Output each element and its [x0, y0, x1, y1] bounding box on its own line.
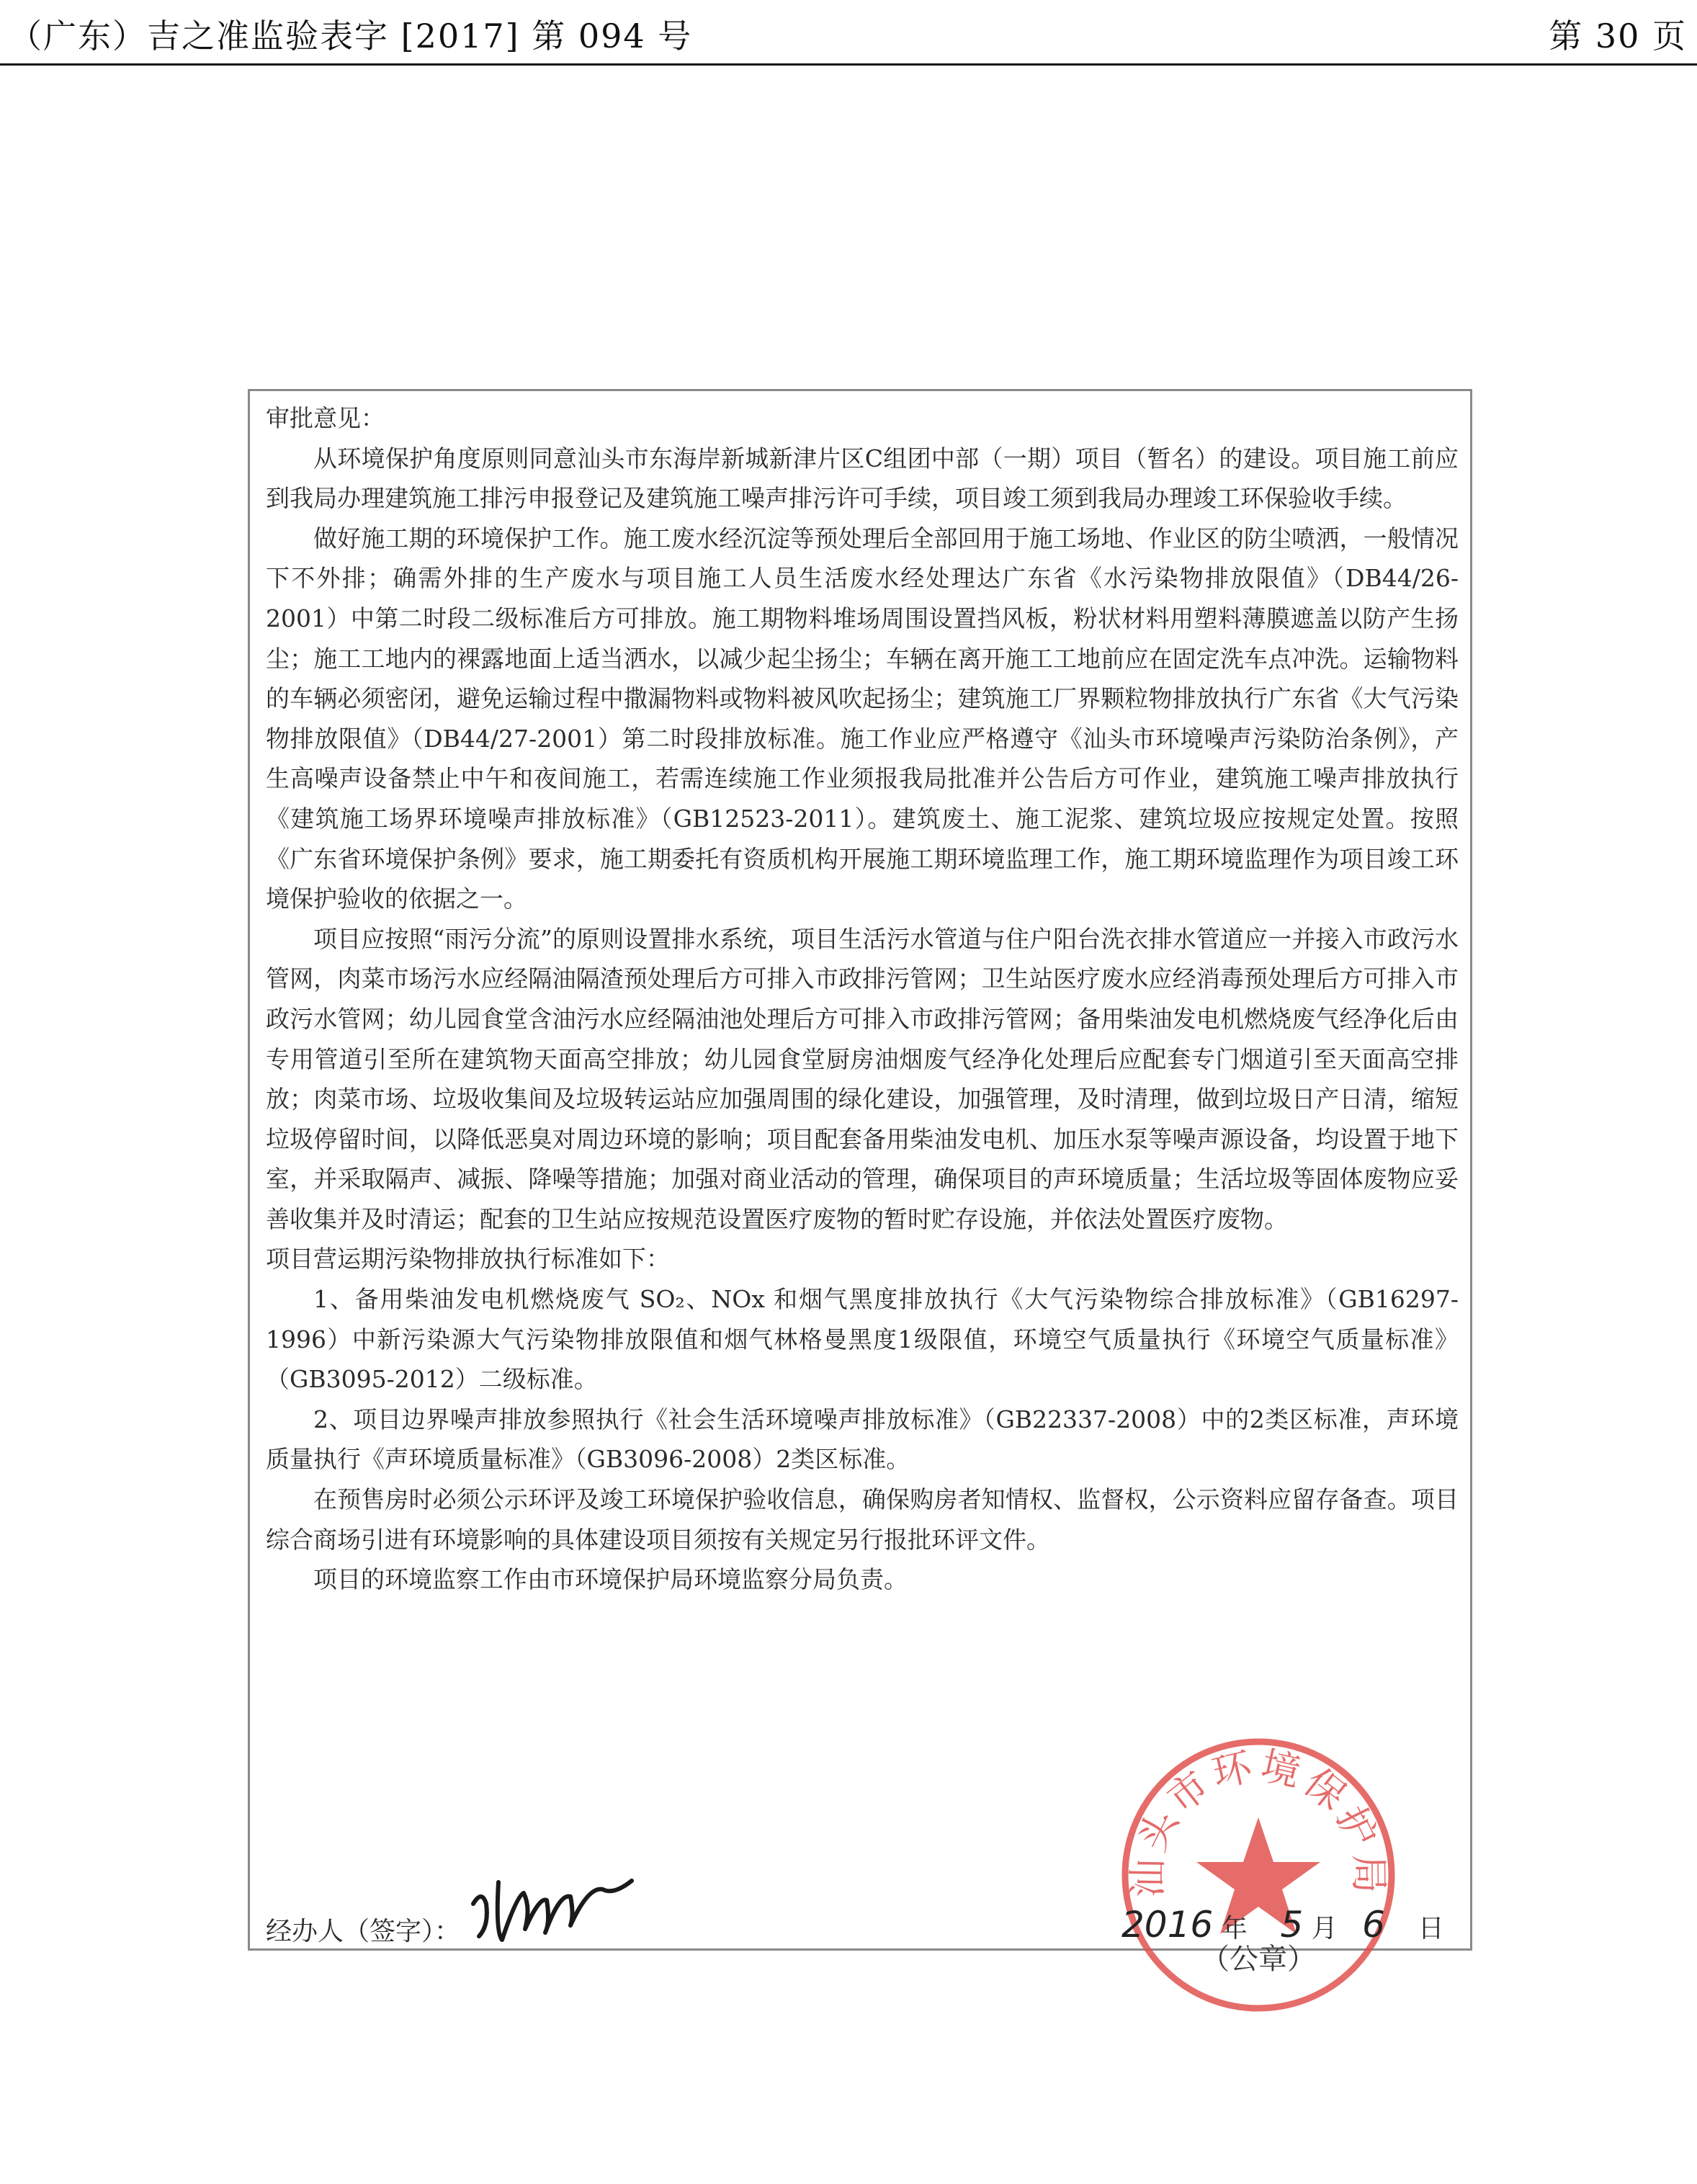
standard-2: 2、项目边界噪声排放参照执行《社会生活环境噪声排放标准》（GB22337-2008）中的2类区标准，声环境质量执行《声环境质量标准》（GB3096-2008）2类区标准。: [266, 1405, 1459, 1474]
page-header: [0, 0, 1697, 66]
paragraph-3: 项目应按照“雨污分流”的原则设置排水系统，项目生活污水管道与住户阳台洗衣排水管道应一并接入市政污水管网，肉菜市场污水应经隔油隔渣预处理后方可排入市政排污管网；卫生站医疗废水应经消毒预处理后方可排入市政污水管网；幼儿园食堂含油污水应经隔油池处理后方可排入市政排污管网；备用柴油发电机燃烧废气经净化后由专用管道引至所在建筑物天面高空排放；幼儿园食堂厨房油烟废气经净化处理后应配套专门烟道引至天面高空排放；肉菜市场、垃圾收集间及垃圾转运站应加强周围的绿化建设，加强管理，及时清理，做到垃圾日产日清，缩短垃圾停留时间，以降低恶臭对周边环境的影响；项目配套备用柴油发电机、加压水泵等噪声源设备，均设置于地下室，并采取隔声、减振、降噪等措施；加强对商业活动的管理，确保项目的声环境质量；生活垃圾等固体废物应妥善收集并及时清运；配套的卫生站应按规范设置医疗废物的暂时贮存设施，并依法处置医疗废物。: [266, 924, 1459, 1233]
date-month: 5: [1280, 1904, 1304, 1946]
paragraph-2: 做好施工期的环境保护工作。施工废水经沉淀等预处理后全部回用于施工场地、作业区的防尘喷洒，一般情况下不外排；确需外排的生产废水与项目施工人员生活废水经处理达广东省《水污染物排放限值》（DB44/26-2001）中第二时段二级标准后方可排放。施工期物料堆场周围设置挡风板，粉状材料用塑料薄膜遮盖以防产生扬尘；施工工地内的裸露地面上适当洒水，以减少起尘扬尘；车辆在离开施工工地前应在固定洗车点冲洗。运输物料的车辆必须密闭，避免运输过程中撒漏物料或物料被风吹起扬尘；建筑施工厂界颗粒物排放执行广东省《大气污染物排放限值》（DB44/27-2001）第二时段排放标准。施工作业应严格遵守《汕头市环境噪声污染防治条例》，产生高噪声设备禁止中午和夜间施工，若需连续施工作业须报我局批准并公告后方可作业，建筑施工噪声排放执行《建筑施工场界环境噪声排放标准》（GB12523-2011）。建筑废土、施工泥浆、建筑垃圾应按规定处置。按照《广东省环境保护条例》要求，施工期委托有资质机构开展施工期环境监理工作，施工期环境监理作为项目竣工环境保护验收的依据之一。: [266, 524, 1459, 913]
page-number: 第 30 页: [1549, 17, 1687, 55]
closing-2: 项目的环境监察工作由市环境保护局环境监察分局负责。: [313, 1565, 908, 1594]
closing-1: 在预售房时必须公示环评及竣工环境保护验收信息，确保购房者知情权、监督权，公示资料应留存备查。项目综合商场引进有环境影响的具体建设项目须按有关规定另行报批环评文件。: [266, 1485, 1459, 1554]
paragraph-1: 从环境保护角度原则同意汕头市东海岸新城新津片区C组团中部（一期）项目（暂名）的建设。项目施工前应到我局办理建筑施工排污申报登记及建筑施工噪声排污许可手续，项目竣工须到我局办理竣工环保验收手续。: [266, 444, 1459, 513]
approval-text: [266, 398, 1459, 1600]
handler-label: 经办人（签字）：: [266, 1917, 461, 1946]
date-year: 2016: [1121, 1904, 1214, 1946]
standards-intro: 项目营运期污染物排放执行标准如下：: [266, 1245, 670, 1274]
date-month-suffix: 月: [1311, 1914, 1338, 1943]
section-label: 审批意见：: [266, 404, 385, 432]
standard-1: 1、备用柴油发电机燃烧废气 SO₂、NOx 和烟气黑度排放执行《大气污染物综合排放标准》（GB16297-1996）中新污染源大气污染物排放限值和烟气林格曼黑度1级限值，环境空气质量执行《环境空气质量标准》（GB3095-2012）二级标准。: [266, 1285, 1459, 1394]
handler-signature: [466, 1861, 668, 1954]
date-day-suffix: 日: [1418, 1914, 1444, 1943]
scanned-approval-form: [248, 389, 1472, 1976]
document-reference: （广东）吉之准监验表字 [2017] 第 094 号: [9, 17, 693, 55]
seal-label: （公章）: [1201, 1943, 1316, 1976]
approval-date: [1121, 1904, 1453, 1947]
official-seal: [1114, 1731, 1402, 2019]
date-day: 6: [1362, 1904, 1385, 1946]
date-year-suffix: 年: [1221, 1914, 1248, 1943]
seal-text: 汕头市环境保护局: [1124, 1742, 1392, 1898]
